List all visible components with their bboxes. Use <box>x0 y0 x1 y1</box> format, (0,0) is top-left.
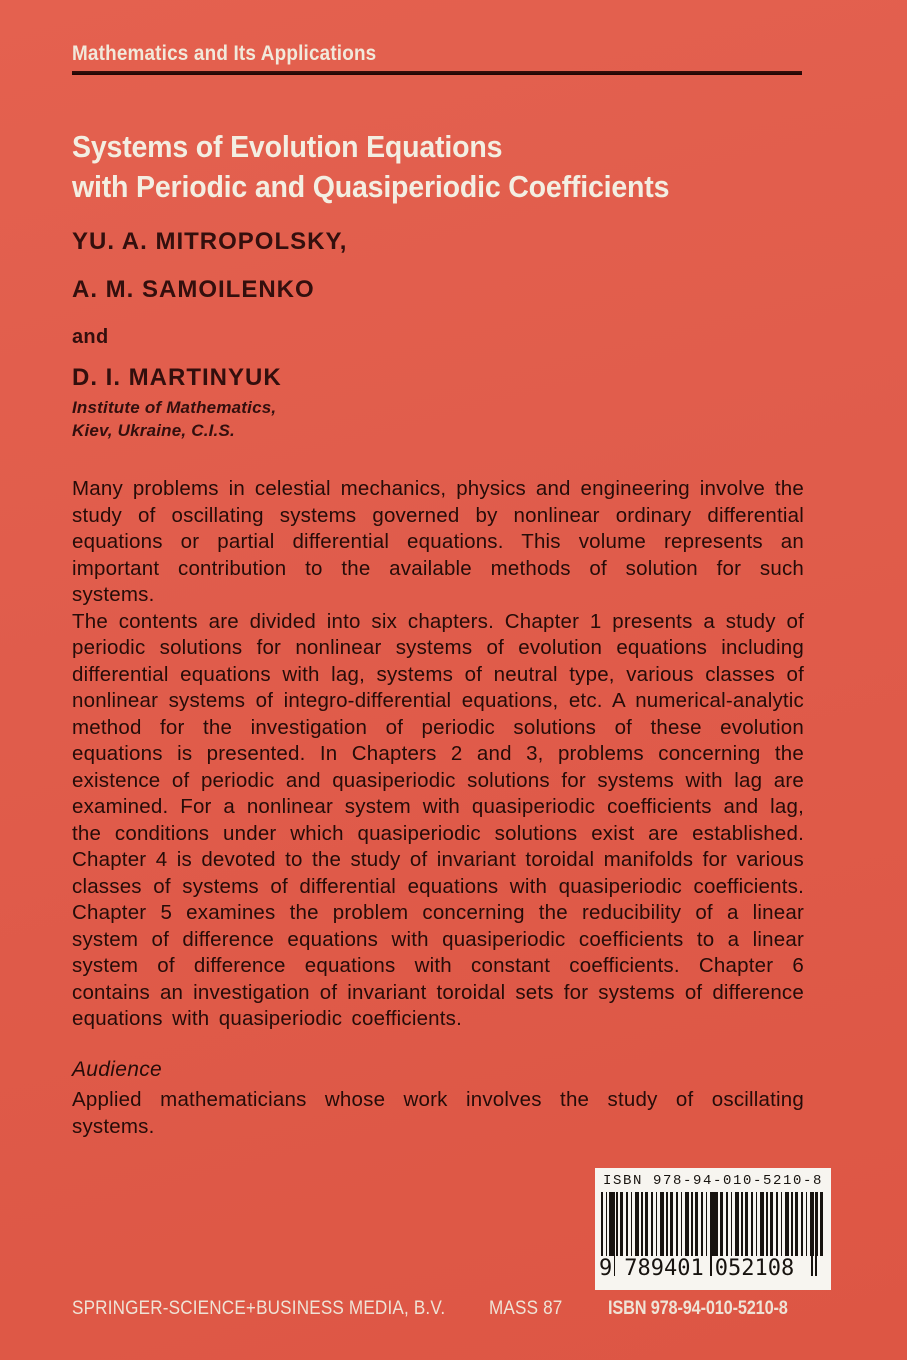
series-divider-rule <box>72 71 802 75</box>
author-name-1: YU. A. MITROPOLSKY, <box>72 228 348 255</box>
description-paragraph-2: The contents are divided into six chapters. Chapter 1 presents a study of periodic solutions for nonlinear systems of evolution equations including differential equations with lag, systems of neutral type, various classes of nonlinear systems of integro-differential equations, etc. A numerical-analytic method for the investigation of periodic solutions of these evolution equations is presented. In Chapters 2 and 3, problems concerning the existence of periodic and quasiperiodic solutions for systems with lag are examined. For a nonlinear system with quasiperiodic coefficients and lag, the conditions under which quasiperiodic solutions exist are established. Chapter 4 is devoted to the study of invariant toroidal manifolds for various classes of systems of differential equations with quasiperiodic coefficients. Chapter 5 examines the problem concerning the reducibility of a linear system of difference equations with quasiperiodic coefficients to a linear system of difference equations with constant coefficients. Chapter 6 contains an investigation of invariant toroidal sets for systems of difference equations with quasiperiodic coefficients. <box>72 609 804 1030</box>
authors-and-label: and <box>72 326 109 348</box>
author-affiliation <box>72 396 276 442</box>
book-title-line1: Systems of Evolution Equations <box>72 129 503 164</box>
publisher-name: SPRINGER-SCIENCE+BUSINESS MEDIA, B.V. <box>72 1298 446 1319</box>
isbn-barcode <box>595 1168 831 1290</box>
footer-isbn: ISBN 978-94-010-5210-8 <box>608 1298 788 1319</box>
barcode-digits <box>601 1254 825 1282</box>
series-title: Mathematics and Its Applications <box>72 42 377 65</box>
barcode-guard-bar <box>811 1192 813 1276</box>
barcode-digit-group-2: 052108 <box>714 1256 795 1281</box>
barcode-isbn-label: ISBN 978-94-010-5210-8 <box>602 1173 824 1189</box>
barcode-guard-bar <box>815 1192 817 1276</box>
book-title <box>72 127 771 207</box>
book-description <box>72 476 804 1033</box>
book-title-line2: with Periodic and Quasiperiodic Coefficients <box>72 169 670 204</box>
series-volume-code: MASS 87 <box>489 1298 563 1319</box>
barcode-digit-group-1: 789401 <box>624 1256 704 1281</box>
audience-heading: Audience <box>72 1058 162 1081</box>
affiliation-line2: Kiev, Ukraine, C.I.S. <box>72 421 235 440</box>
barcode-bars <box>601 1192 825 1256</box>
barcode-guard-bar <box>710 1192 712 1276</box>
author-name-3: D. I. MARTINYUK <box>72 364 282 391</box>
barcode-digit-leading: 9 <box>599 1256 613 1281</box>
author-name-2: A. M. SAMOILENKO <box>72 276 315 303</box>
audience-text: Applied mathematicians whose work involves the study of oscillating systems. <box>72 1088 804 1138</box>
affiliation-line1: Institute of Mathematics, <box>72 398 277 417</box>
description-paragraph-1: Many problems in celestial mechanics, physics and engineering involve the study of oscillating systems governed by nonlinear ordinary differential equations or partial differential equations. This volume represents an important contribution to the available methods of solution for such systems. <box>72 477 804 606</box>
